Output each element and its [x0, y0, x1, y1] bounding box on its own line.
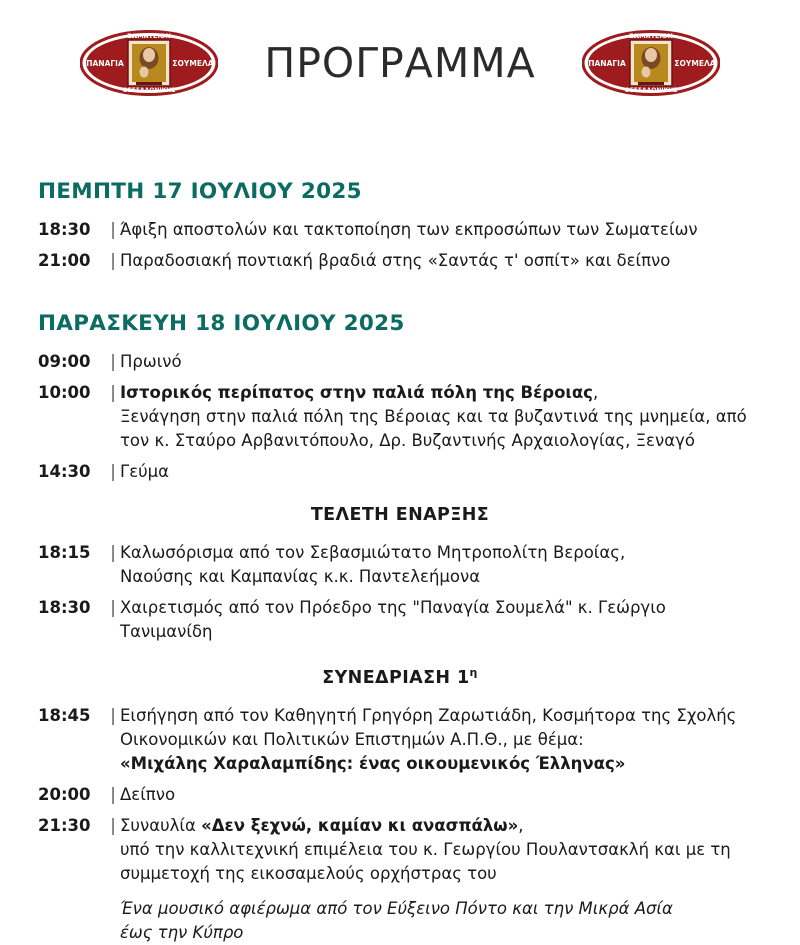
program-row	[38, 249, 762, 273]
program-row	[38, 350, 762, 374]
entry-description: Συναυλία «Δεν ξεχνώ, καμίαν κι ανασπάλω», υπό την καλλιτεχνική επιμέλεια του κ. Γεωργίου Πουλαντσακλή και με τη συμμετοχή της εικοσαμελούς ορχήστρας του Ένα μουσικό αφιέρωμα από τον Εύξεινο Πόντο και την Μικρά Ασία έως την Κύπρο	[120, 815, 731, 943]
svg-text:ΘΕΣΣΑΛΟΝΙΚΗΣ: ΘΕΣΣΑΛΟΝΙΚΗΣ	[122, 87, 176, 94]
entry-separator: |	[110, 250, 116, 270]
entry-separator: |	[110, 598, 116, 618]
svg-text:ΘΕΣΣΑΛΟΝΙΚΗΣ: ΘΕΣΣΑΛΟΝΙΚΗΣ	[624, 87, 678, 94]
program-row	[38, 381, 762, 453]
section-opening-ceremony	[38, 505, 762, 644]
entry-time: 18:45	[38, 705, 91, 725]
day-heading-2: ΠΑΡΑΣΚΕΥΗ 18 ΙΟΥΛΙΟΥ 2025	[38, 310, 405, 336]
day-heading-1: ΠΕΜΠΤΗ 17 ΙΟΥΛΙΟΥ 2025	[38, 179, 362, 204]
entry-time: 20:00	[38, 784, 91, 804]
entry-separator: |	[110, 351, 116, 371]
day-1-entries	[38, 218, 762, 273]
section-title-superscript: η	[469, 666, 478, 680]
program-row	[38, 814, 762, 945]
page-header	[38, 0, 762, 104]
entry-description: Καλωσόρισμα από τον Σεβασμιώτατο Μητροπολίτη Βεροίας, Ναούσης και Καμπανίας κ.κ. Παντελεήμονα	[120, 543, 626, 587]
svg-text:ΣΟΥΜΕΛΑ: ΣΟΥΜΕΛΑ	[674, 59, 716, 68]
day-block-2	[38, 311, 762, 484]
entry-description: Άφιξη αποστολών και τακτοποίηση των εκπροσώπων των Σωματείων	[120, 220, 698, 239]
entry-time: 21:00	[38, 250, 91, 270]
entry-separator: |	[110, 815, 116, 835]
entry-separator: |	[110, 220, 116, 239]
entry-separator: |	[110, 461, 116, 481]
program-row	[38, 783, 762, 807]
svg-text:ΠΑΝΑΓΙΑ: ΠΑΝΑΓΙΑ	[86, 59, 125, 68]
entry-description: Πρωινό	[120, 351, 182, 371]
entry-description: Δείπνο	[120, 784, 176, 804]
entry-time: 18:30	[38, 598, 91, 618]
program-row	[38, 460, 762, 484]
entry-time: 21:30	[38, 815, 91, 835]
entry-separator: |	[110, 705, 116, 725]
section-0-entries	[38, 541, 762, 644]
entry-description: Χαιρετισμός από τον Πρόεδρο της "Παναγία Σουμελά" κ. Γεώργιο Τανιμανίδη	[120, 598, 666, 642]
svg-text:ΣΩΜΑΤΕΙΟΝ: ΣΩΜΑΤΕΙΟΝ	[127, 32, 172, 40]
emblem-left-icon	[80, 30, 218, 96]
program-row	[38, 541, 762, 589]
program-row	[38, 704, 762, 776]
entry-description: Γεύμα	[120, 461, 170, 481]
svg-text:ΠΑΝΑΓΙΑ: ΠΑΝΑΓΙΑ	[587, 59, 626, 68]
program-row	[38, 218, 762, 242]
emblem-right-icon	[582, 30, 720, 96]
svg-text:ΣΩΜΑΤΕΙΟΝ: ΣΩΜΑΤΕΙΟΝ	[628, 32, 673, 40]
entry-time: 18:15	[38, 543, 91, 563]
entry-time: 14:30	[38, 461, 91, 481]
entry-description: Παραδοσιακή ποντιακή βραδιά στης «Σαντάς τ' οσπίτ» και δείπνο	[120, 250, 671, 270]
entry-separator: |	[110, 784, 116, 804]
section-1-entries	[38, 704, 762, 945]
entry-time: 18:30	[38, 220, 91, 239]
section-session-1	[38, 666, 762, 945]
entry-description: Ιστορικός περίπατος στην παλιά πόλη της Βέροιας, Ξενάγηση στην παλιά πόλη της Βέροιας και τα βυζαντινά της μνημεία, από τον κ. Σταύρο Αρβανιτόπουλο, Δρ. Βυζαντινής Αρχαιολογίας, Ξεναγό	[120, 382, 747, 450]
section-title	[38, 666, 762, 688]
entry-separator: |	[110, 543, 116, 563]
day-block-1	[38, 179, 762, 273]
section-title-text: ΤΕΛΕΤΗ ΕΝΑΡΞΗΣ	[310, 505, 490, 526]
program-row	[38, 596, 762, 644]
entry-time: 09:00	[38, 351, 91, 371]
section-title	[38, 505, 762, 525]
page-title: ΠΡΟΓΡΑΜΜΑ	[264, 39, 536, 87]
entry-time: 10:00	[38, 382, 91, 402]
entry-separator: |	[110, 382, 116, 402]
section-title-text: ΣΥΝΕΔΡΙΑΣΗ 1	[322, 667, 470, 688]
day-2-entries	[38, 350, 762, 484]
entry-description: Εισήγηση από τον Καθηγητή Γρηγόρη Ζαρωτιάδη, Κοσμήτορα της Σχολής Οικονομικών και Πολιτικών Επιστημών Α.Π.Θ., με θέμα: «Μιχάλης Χαραλαμπίδης: ένας οικουμενικός Έλληνας»	[120, 705, 737, 773]
svg-text:ΣΟΥΜΕΛΑ: ΣΟΥΜΕΛΑ	[172, 59, 214, 68]
